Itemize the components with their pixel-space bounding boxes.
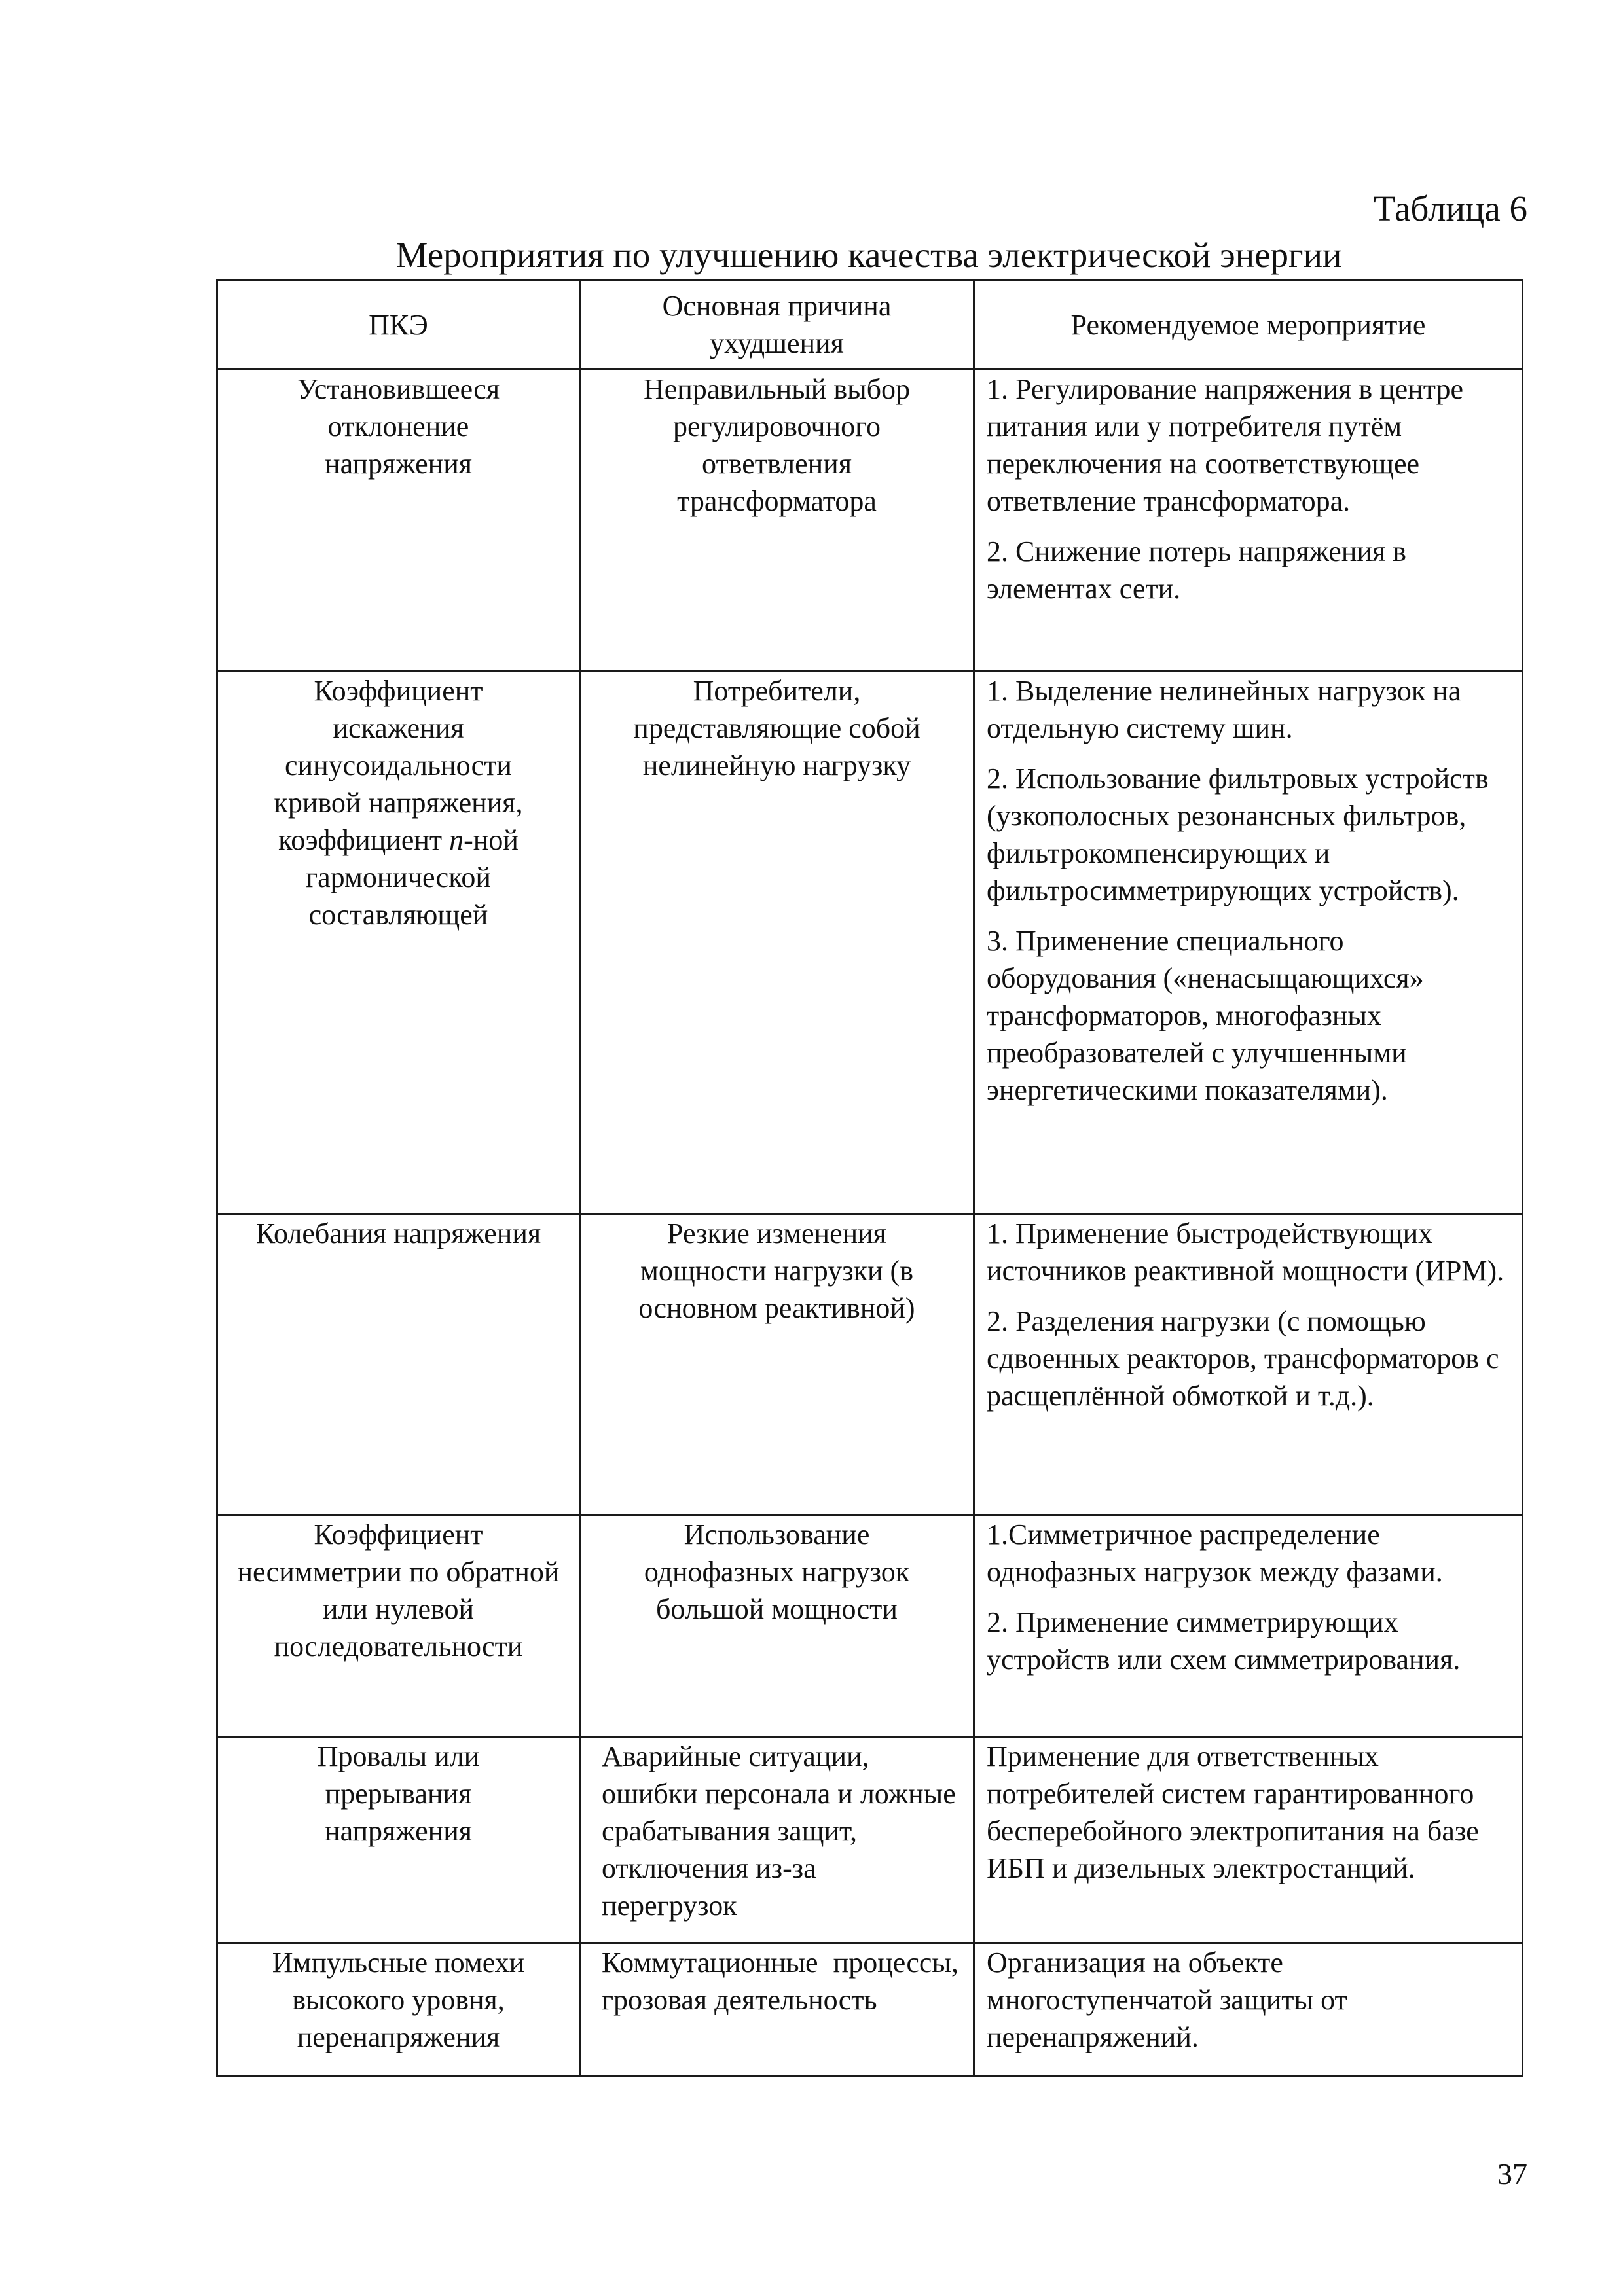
measure-item: 1. Выделение нелинейных нагрузок на отдельную систему шин.	[987, 675, 1461, 744]
table-row	[217, 1214, 1523, 1515]
cell-cause: Коммутационные процессы, грозовая деятельность	[580, 1943, 974, 2076]
page-number: 37	[1497, 2157, 1527, 2191]
cell-cause: Резкие изменения мощности нагрузки (в основном реактивной)	[580, 1214, 974, 1515]
measure-item: Организация на объекте многоступенчатой защиты от перенапряжений.	[987, 1946, 1347, 2053]
table-header-row	[217, 280, 1523, 370]
cell-measure	[974, 370, 1523, 672]
cell-measure	[974, 1214, 1523, 1515]
measure-item: 2. Применение симметрирующих устройств или схем симметрирования.	[987, 1606, 1461, 1676]
cell-pke: Установившееся отклонение напряжения	[217, 370, 580, 672]
measures-table	[216, 279, 1523, 2077]
cell-cause: Потребители, представляющие собой нелинейную нагрузку	[580, 672, 974, 1214]
cell-measure	[974, 1943, 1523, 2076]
measure-item: Применение для ответственных потребителей систем гарантированного бесперебойного электропитания на базе ИБП и дизельных электростанций.	[987, 1740, 1479, 1884]
cell-measure	[974, 672, 1523, 1214]
cell-pke: Колебания напряжения	[217, 1214, 580, 1515]
cell-pke	[217, 672, 580, 1214]
cell-pke: Провалы или прерывания напряжения	[217, 1737, 580, 1943]
measure-item: 2. Снижение потерь напряжения в элементах сети.	[987, 535, 1406, 605]
cell-cause: Использование однофазных нагрузок большой мощности	[580, 1515, 974, 1737]
table-title: Мероприятия по улучшению качества электрической энергии	[395, 235, 1342, 275]
pke-text-prefix: Коэффициент искажения синусоидальности кривой напряжения, коэффициент	[274, 675, 523, 856]
table-row	[217, 370, 1523, 672]
pke-text-suffix: -ной гармонической составляющей	[306, 824, 519, 931]
cell-measure	[974, 1515, 1523, 1737]
measure-item: 1.Симметричное распределение однофазных нагрузок между фазами.	[987, 1518, 1443, 1588]
measure-item: 1. Применение быстродействующих источников реактивной мощности (ИРМ).	[987, 1217, 1504, 1287]
table-row	[217, 672, 1523, 1214]
measure-item: 1. Регулирование напряжения в центре питания или у потребителя путём переключения на соответствующее ответвление трансформатора.	[987, 373, 1464, 517]
table-row	[217, 1515, 1523, 1737]
table-number-label: Таблица 6	[1373, 188, 1527, 228]
table-row	[217, 1943, 1523, 2076]
header-measure: Рекомендуемое мероприятие	[974, 280, 1523, 370]
measure-item: 3. Применение специального оборудования («ненасыщающихся» трансформаторов, многофазных преобразователей с улучшенными энергетическими показателями).	[987, 925, 1424, 1106]
pke-italic-n: n	[449, 824, 464, 856]
cell-pke: Импульсные помехи высокого уровня, перенапряжения	[217, 1943, 580, 2076]
table-row	[217, 1737, 1523, 1943]
measure-item: 2. Разделения нагрузки (с помощью сдвоенных реакторов, трансформаторов с расщеплённой обмоткой и т.д.).	[987, 1305, 1499, 1412]
cell-cause: Неправильный выбор регулировочного ответвления трансформатора	[580, 370, 974, 672]
measure-item: 2. Использование фильтровых устройств (узкополосных резонансных фильтров, фильтрокомпенсирующих и фильтросимметрирующих устройств).	[987, 762, 1489, 906]
cell-pke: Коэффициент несимметрии по обратной или нулевой последовательности	[217, 1515, 580, 1737]
cell-cause: Аварийные ситуации, ошибки персонала и ложные срабатывания защит, отключения из-за перегрузок	[580, 1737, 974, 1943]
header-cause: Основная причина ухудшения	[580, 280, 974, 370]
cell-measure	[974, 1737, 1523, 1943]
header-pke: ПКЭ	[217, 280, 580, 370]
